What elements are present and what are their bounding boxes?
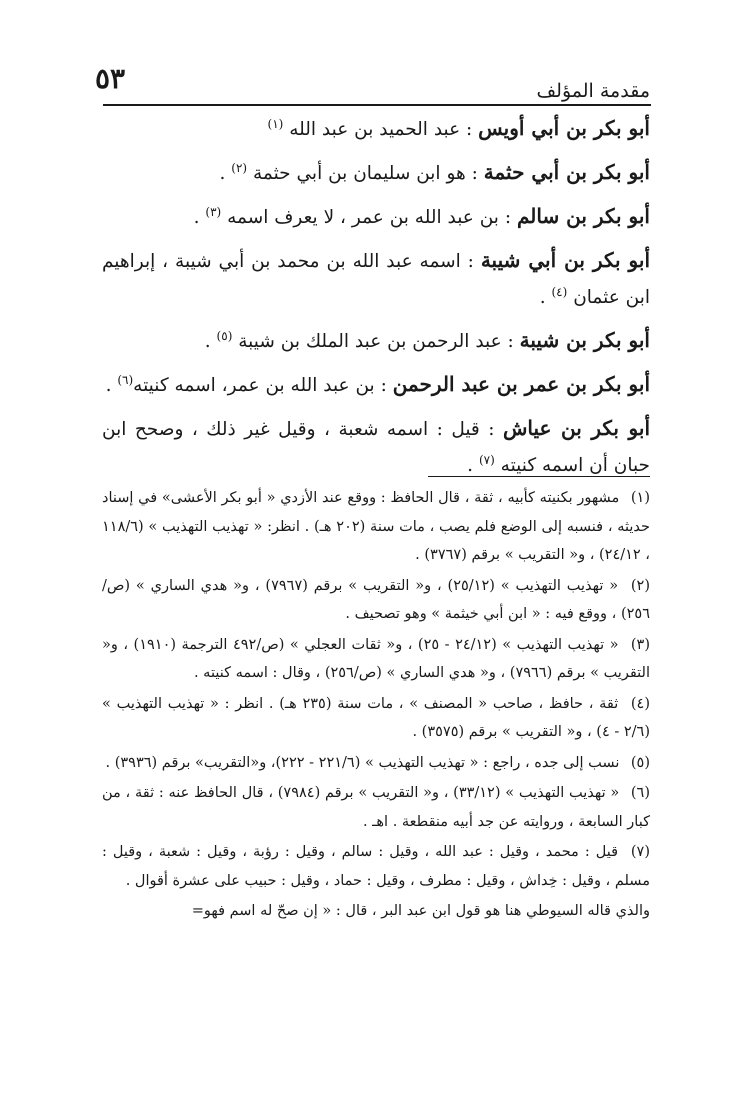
entry [102, 366, 650, 404]
entry-name: أبو بكر بن أبي شيبة [480, 248, 650, 272]
footnote [102, 838, 650, 895]
footnote-number: (٢) [630, 577, 650, 594]
footnote-continuation [102, 897, 650, 926]
entries-list [102, 110, 650, 490]
entry-text: : هو ابن سليمان بن أبي حثمة [252, 163, 484, 184]
footnote [102, 572, 650, 629]
footnote-separator [428, 476, 650, 477]
footnote-ref: (١) [267, 116, 284, 131]
entry-tail: . [105, 375, 118, 396]
footnote-text: « تهذيب التهذيب » (٢٥/١٢) ، و« التقريب » برقم (٧٩٦٧) ، و« هدي الساري » (ص/٢٥٦) ، ووقع فيه : « ابن أبي خيثمة » وهو تصحيف . [102, 577, 650, 622]
entry-text: : عبد الحميد بن عبد الله [289, 119, 479, 140]
running-title: مقدمة المؤلف [536, 80, 650, 102]
footnote-number: (٦) [630, 785, 650, 801]
entry-name: أبو بكر بن عياش [502, 416, 650, 440]
entry-tail: . [539, 287, 552, 308]
footnote-text: « تهذيب التهذيب » (٢٤/١٢ - ٢٥) ، و« ثقات العجلي » (ص/٤٩٢ الترجمة (١٩١٠) ، و« التقريب » برقم (٧٩٦٦) ، و« هدي الساري » (ص/٢٥٦) ، وقال : اسمه كنيته . [102, 636, 650, 681]
entry-tail: . [219, 163, 232, 184]
footnote [102, 779, 650, 836]
entry [102, 198, 650, 236]
entry-name: أبو بكر بن شيبة [519, 328, 650, 352]
footnote-ref: (٢) [231, 160, 248, 175]
footnote-number: (٣) [630, 636, 650, 653]
footnote-number: (٤) [630, 695, 650, 712]
entry-text: : بن عبد الله بن عمر، اسمه كنيته [133, 375, 393, 396]
entry [102, 322, 650, 360]
footnote-ref: (٤) [551, 284, 568, 299]
entry-name: أبو بكر بن سالم [516, 204, 650, 228]
entry [102, 242, 650, 316]
footnote [102, 631, 650, 688]
footnote-text: والذي قاله السيوطي هنا هو قول ابن عبد البر ، قال : « إن صحّ له اسم فهو= [191, 903, 650, 919]
footnote-text: نسب إلى جده ، راجع : « تهذيب التهذيب » (٢٢١/٦ - ٢٢٢)، و«التقريب» برقم (٣٩٣٦) . [105, 754, 620, 771]
footnote-text: ثقة ، حافظ ، صاحب « المصنف » ، مات سنة (٢٣٥ هـ) . انظر : « تهذيب التهذيب » (٢/٦ - ٤) ، و« التقريب » برقم (٣٥٧٥) . [102, 695, 650, 740]
entry-tail: . [193, 207, 206, 228]
footnote-text: « تهذيب التهذيب » (٣٣/١٢) ، و« التقريب » برقم (٧٩٨٤) ، قال الحافظ عنه : ثقة ، من كبار السابعة ، وروايته عن جد أبيه منقطعة . اهـ . [102, 785, 650, 830]
footnote-text: مشهور بكنيته كأبيه ، ثقة ، قال الحافظ : ووقع عند الأزدي « أبو بكر الأعشى» في إسناد حديثه ، فنسبه إلى الوضع فلم يصب ، مات سنة (٢٠٢ هـ) . انظر: « تهذيب التهذيب » (١١٨/٦ ، ٢٤/١٢) ، و« التقريب » برقم (٣٧٦٧) . [102, 490, 651, 563]
footnote-text: قيل : محمد ، وقيل : عبد الله ، وقيل : سالم ، وقيل : رؤبة ، وقيل : شعبة ، وقيل : مسلم ، وقيل : خِداش ، وقيل : مطرف ، وقيل : حماد ، وقيل : حبيب على عشرة أقوال . [102, 844, 650, 889]
entry [102, 110, 650, 148]
entry-name: أبو بكر بن أبي أويس [478, 116, 650, 140]
entry-name: أبو بكر بن عمر بن عبد الرحمن [392, 372, 650, 396]
entry-tail: . [467, 455, 479, 476]
entry-tail: . [204, 331, 217, 352]
header-rule [103, 104, 651, 106]
footnote-number: (٧) [630, 844, 651, 860]
footnote-ref: (٥) [216, 328, 233, 343]
entry-text: : بن عبد الله بن عمر ، لا يعرف اسمه [227, 207, 517, 228]
entry-text: : قيل : اسمه شعبة ، وقيل غير ذلك ، وصحح ابن حبان أن اسمه كنيته [102, 419, 650, 476]
entry-text: : عبد الرحمن بن عبد الملك بن شيبة [238, 331, 520, 352]
footnote [102, 484, 650, 570]
entry [102, 410, 650, 484]
entry-name: أبو بكر بن أبي حثمة [483, 160, 650, 184]
page-number: ٥٣ [95, 62, 126, 95]
footnote-number: (٥) [630, 754, 650, 771]
footnote [102, 690, 650, 747]
page-header [95, 62, 650, 106]
footnote-number: (١) [630, 490, 650, 506]
footnote-ref: (٣) [205, 204, 222, 219]
footnote-ref: (٧) [478, 452, 495, 467]
footnote [102, 749, 650, 778]
footnotes-list [102, 484, 650, 928]
entry-text: : اسمه عبد الله بن محمد بن أبي شيبة ، إبراهيم ابن عثمان [102, 251, 650, 308]
footnote-ref: (٦) [117, 372, 134, 387]
entry [102, 154, 650, 192]
